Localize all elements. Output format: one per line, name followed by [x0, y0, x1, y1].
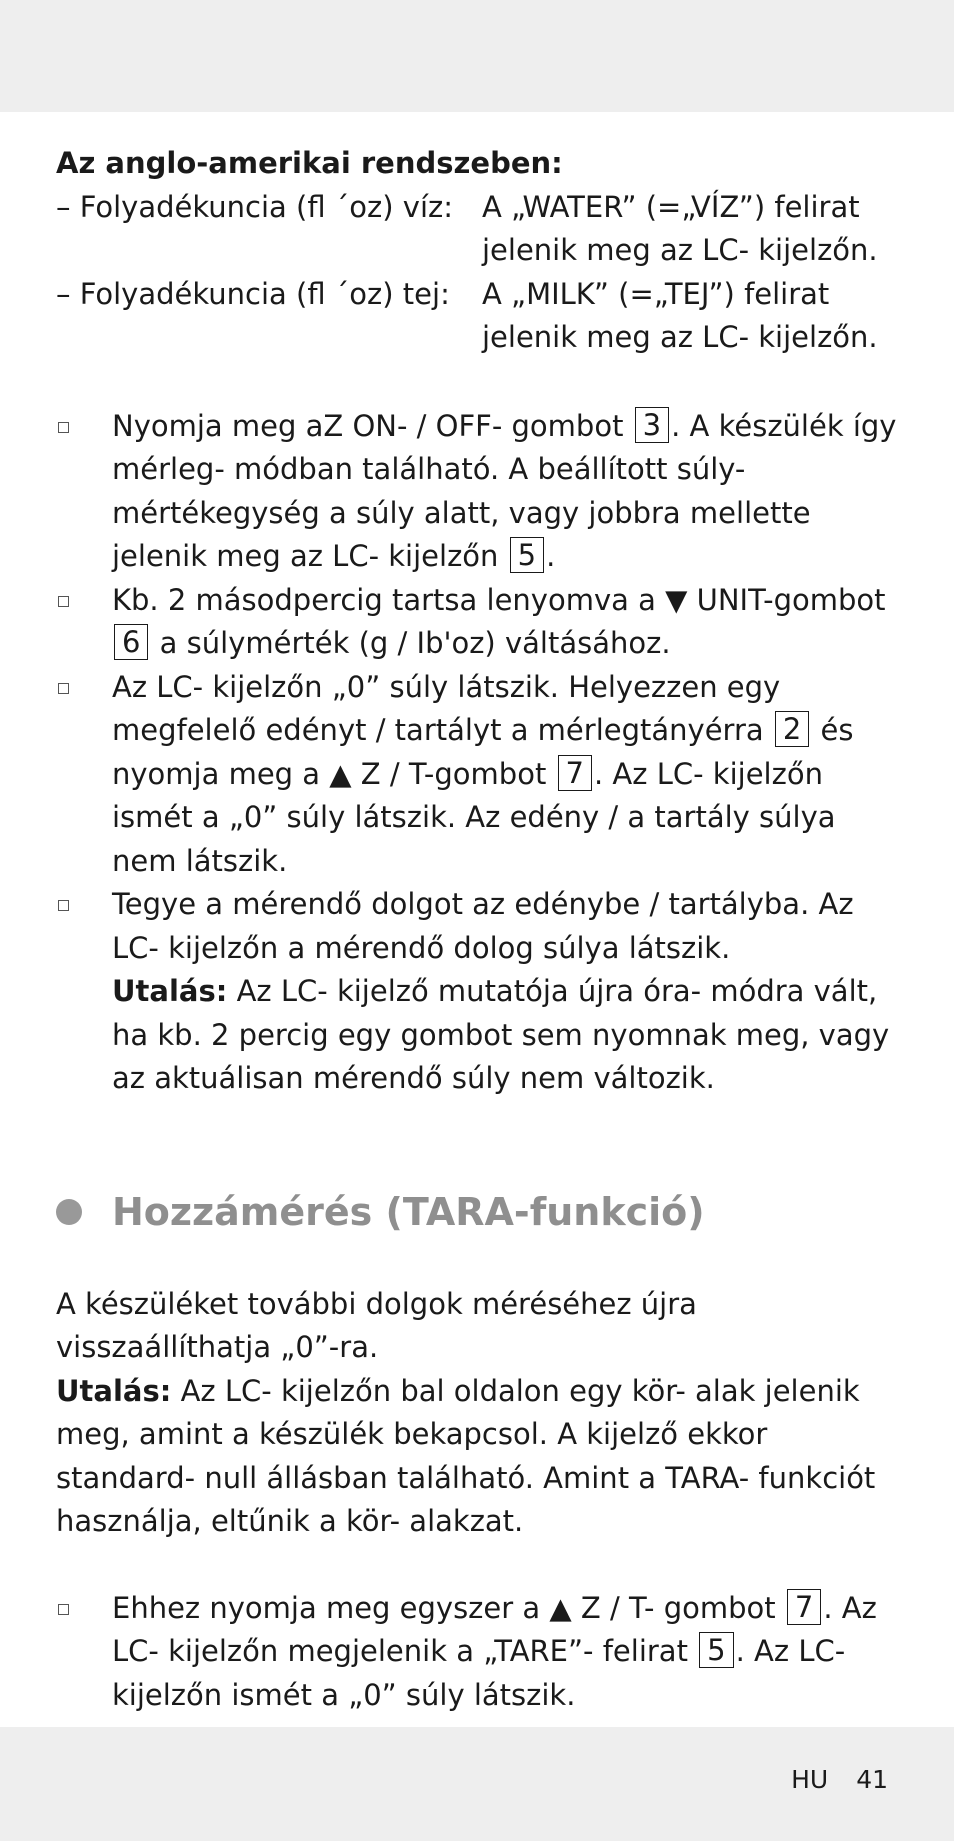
note-label: Utalás:	[112, 974, 228, 1008]
step-text-part: Ehhez nyomja meg egyszer a ▲ Z / T- gombot	[112, 1590, 785, 1625]
definition-term: – Folyadékuncia (fl ´oz) tej:	[56, 276, 450, 311]
step-list	[56, 405, 906, 1101]
step-text	[112, 405, 906, 579]
section-title: Hozzámérés (TARA-funkció)	[112, 1189, 705, 1234]
definition-term: – Folyadékuncia (fl ´oz) víz:	[56, 189, 454, 224]
checkbox-icon	[56, 1587, 112, 1631]
definition-desc-line: A „MILK” (=„TEJ”) felirat	[482, 276, 830, 311]
step-item	[56, 405, 906, 579]
step-text	[112, 666, 906, 884]
definition-desc	[482, 186, 906, 273]
checkbox-icon	[56, 666, 112, 710]
step-item	[56, 883, 906, 1101]
page-number: 41	[856, 1765, 888, 1794]
section-note	[56, 1370, 906, 1544]
step-text-part: . Az LC- kijelzőn ismét a „0” súly látszik.	[112, 1634, 846, 1712]
step-text-part: . Az LC- kijelzőn megjelenik a „TARE”- felirat	[112, 1590, 877, 1668]
page-footer	[791, 1760, 888, 1800]
note-label: Utalás:	[56, 1373, 172, 1408]
part-ref-number: 3	[635, 407, 669, 443]
step-text	[112, 1587, 906, 1718]
step-item	[56, 579, 906, 666]
checkbox-icon	[56, 883, 112, 927]
checkbox-icon	[56, 579, 112, 623]
definition-desc-line: jelenik meg az LC- kijelzőn.	[482, 233, 878, 267]
page-content	[56, 142, 906, 1717]
note-text: Az LC- kijelző mutatója újra óra- módra vált, ha kb. 2 percig egy gombot sem nyomnak meg, vagy az aktuálisan mérendő súly nem változik.	[112, 974, 890, 1095]
language-code: HU	[791, 1765, 829, 1794]
note-text: Az LC- kijelzőn bal oldalon egy kör- alak jelenik meg, amint a készülék bekapcsol. A kijelző ekkor standard- null állásban található. Amint a TARA- funkciót használja, eltűnik a kör- alakzat.	[56, 1373, 876, 1538]
top-band	[0, 0, 954, 112]
definition-desc	[482, 273, 906, 360]
step-text-part: Nyomja meg aZ ON- / OFF- gombot	[112, 408, 633, 443]
step-text	[112, 883, 906, 1101]
definition-row	[56, 186, 906, 273]
part-ref-number: 5	[510, 537, 544, 573]
step-text-part: .	[546, 539, 556, 573]
part-ref-number: 2	[775, 711, 809, 747]
definition-desc-line: A „WATER” (=„VÍZ”) felirat	[482, 189, 860, 224]
step-text-part: a súlymérték (g / Ib'oz) váltásához.	[150, 626, 671, 660]
definition-row	[56, 273, 906, 360]
section-header	[56, 1187, 906, 1237]
step-text-part: . A készülék így mérleg- módban található. A beállított súly- mértékegység a súly alatt, vagy jobbra mellette jelenik meg az LC- kijelzőn	[112, 408, 897, 573]
step-item	[56, 1587, 906, 1718]
step-text-part: Kb. 2 másodpercig tartsa lenyomva a ▼ UNIT-gombot	[112, 582, 886, 617]
step-text	[112, 579, 906, 666]
step-text-part: Az LC- kijelzőn „0” súly látszik. Helyezzen egy megfelelő edényt / tartályt a mérlegtányérra	[112, 669, 781, 747]
step-item	[56, 666, 906, 884]
step-text-part: Tegye a mérendő dolgot az edénybe / tartályba. Az LC- kijelzőn a mérendő dolog súlya látszik.	[112, 887, 854, 965]
intro-heading: Az anglo-amerikai rendszeben:	[56, 146, 563, 180]
part-ref-number: 7	[558, 755, 592, 791]
definition-desc-line: jelenik meg az LC- kijelzőn.	[482, 320, 878, 354]
section-paragraph: A készüléket további dolgok méréséhez újra visszaállíthatja „0”-ra.	[56, 1286, 697, 1364]
step-text-part: . Az LC- kijelzőn ismét a „0” súly látszik. Az edény / a tartály súlya nem látszik.	[112, 756, 836, 878]
checkbox-icon	[56, 405, 112, 449]
part-ref-number: 7	[787, 1589, 821, 1625]
part-ref-number: 6	[114, 624, 148, 660]
part-ref-number: 5	[699, 1632, 733, 1668]
bullet-dot-icon	[56, 1199, 82, 1225]
step-text-part: és nyomja meg a ▲ Z / T-gombot	[112, 713, 854, 791]
